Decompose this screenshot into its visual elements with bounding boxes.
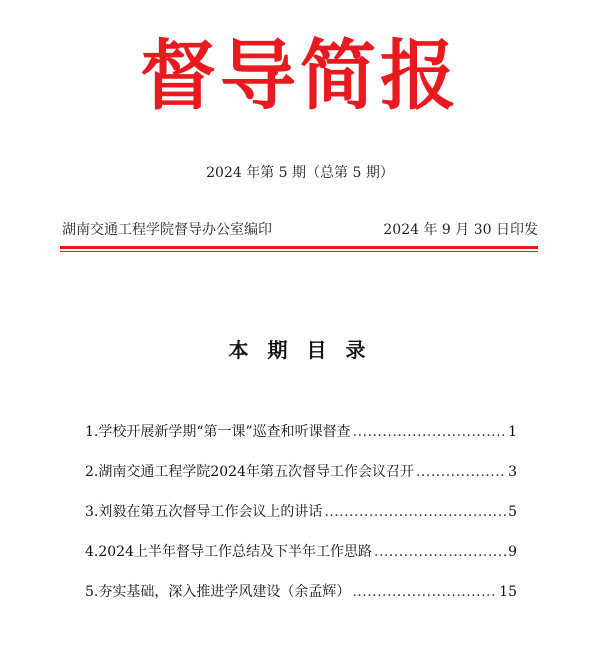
masthead-title: 督导简报 xyxy=(140,31,460,120)
toc-item-page: 5 xyxy=(508,504,517,520)
toc-item-page: 3 xyxy=(508,464,517,480)
toc-item-title: 4.2024上半年督导工作总结及下半年工作思路 xyxy=(85,544,372,560)
toc-item[interactable] xyxy=(85,462,517,502)
issuer-row xyxy=(62,221,538,239)
issue-date: 2024 年 9 月 30 日印发 xyxy=(383,222,538,238)
toc-item[interactable] xyxy=(85,502,517,542)
toc-dot-leader xyxy=(374,542,506,562)
toc-item-page: 15 xyxy=(499,584,517,600)
toc-item[interactable] xyxy=(85,422,517,462)
header-divider-thick xyxy=(60,246,538,249)
header-divider-thin xyxy=(60,251,538,252)
toc-item-page: 9 xyxy=(508,544,517,560)
table-of-contents xyxy=(85,422,517,622)
toc-dot-leader xyxy=(416,462,506,482)
issue-number: 2024 年第 5 期（总第 5 期） xyxy=(206,165,394,181)
toc-dot-leader xyxy=(324,502,506,522)
toc-item[interactable] xyxy=(85,582,517,622)
toc-dot-leader xyxy=(352,582,497,602)
toc-item-title: 2.湖南交通工程学院2024年第五次督导工作会议召开 xyxy=(85,464,414,480)
toc-item-page: 1 xyxy=(508,424,517,440)
issuer-name: 湖南交通工程学院督导办公室编印 xyxy=(62,222,272,238)
toc-dot-leader xyxy=(353,422,506,442)
toc-item-title: 3.刘毅在第五次督导工作会议上的讲话 xyxy=(85,504,323,520)
toc-item-title: 5.夯实基础，深入推进学风建设（余孟辉） xyxy=(85,584,351,600)
toc-item-title: 1.学校开展新学期“第一课”巡查和听课督查 xyxy=(85,424,351,440)
toc-title: 本 期 目 录 xyxy=(228,338,372,362)
toc-item[interactable] xyxy=(85,542,517,582)
